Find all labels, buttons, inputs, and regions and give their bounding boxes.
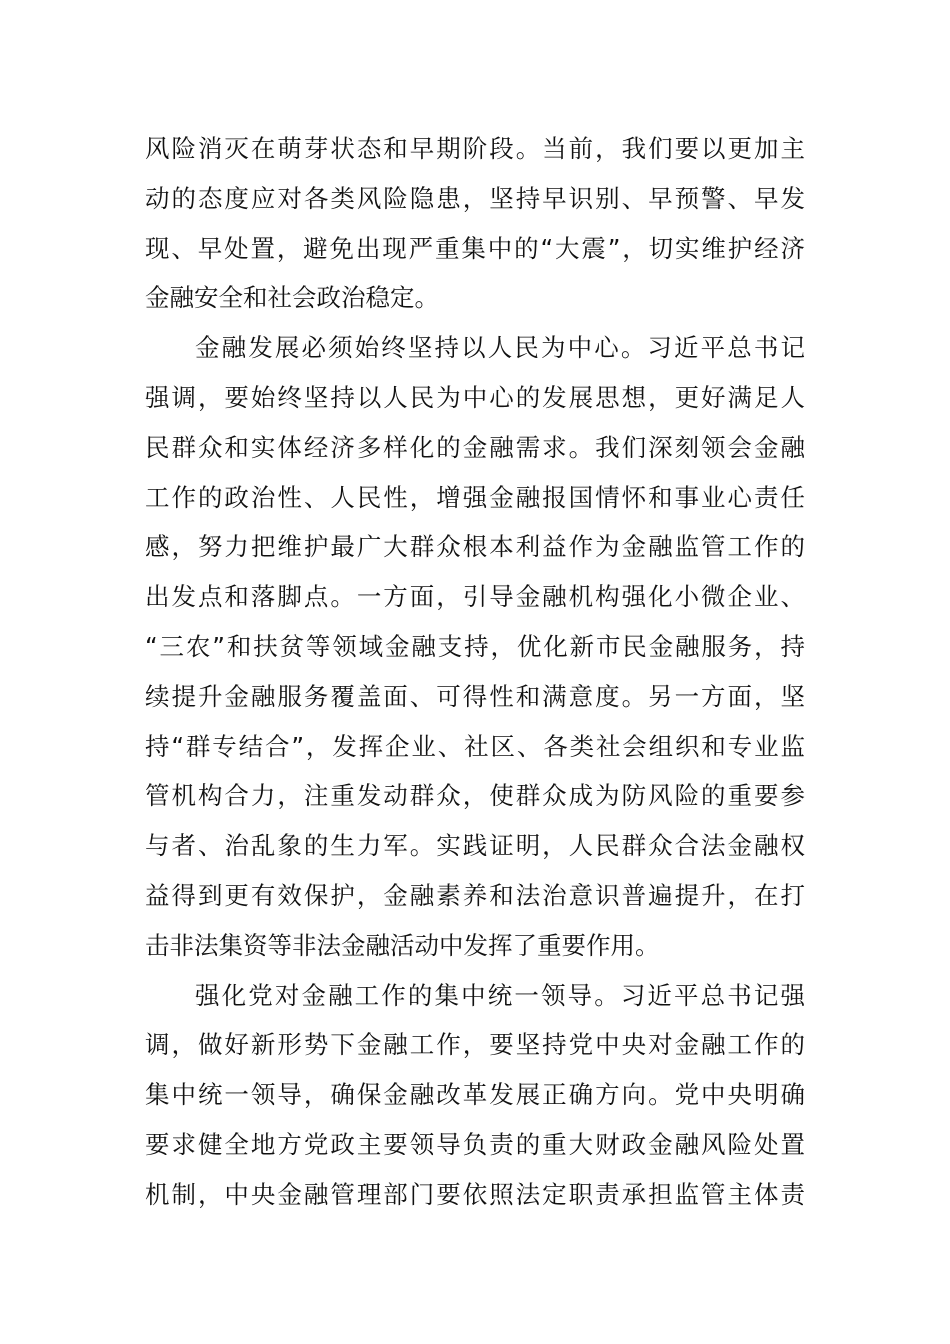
text-line: 集中统一领导，确保金融改革发展正确方向。党中央明确 (145, 1080, 805, 1110)
text-line: 益得到更有效保护，金融素养和法治意识普遍提升，在打 (145, 880, 805, 910)
text-line: 金融安全和社会政治稳定。 (145, 283, 439, 313)
text-line: 续提升金融服务覆盖面、可得性和满意度。另一方面，坚 (145, 681, 805, 711)
text-line: 调，做好新形势下金融工作，要坚持党中央对金融工作的 (145, 1030, 805, 1060)
text-line: 要求健全地方党政主要领导负责的重大财政金融风险处置 (145, 1129, 805, 1159)
paragraph-3 (145, 971, 805, 1220)
text-line: 风险消灭在萌芽状态和早期阶段。当前，我们要以更加主 (145, 134, 805, 163)
text-line: 机制，中央金融管理部门要依照法定职责承担监管主体责 (145, 1179, 805, 1209)
text-line: 感，努力把维护最广大群众根本利益作为金融监管工作的 (145, 532, 805, 562)
text-line: 击非法集资等非法金融活动中发挥了重要作用。 (145, 930, 660, 960)
paragraph-2 (145, 323, 805, 970)
paragraph-1 (145, 124, 805, 323)
text-line: 动的态度应对各类风险隐患，坚持早识别、早预警、早发 (145, 183, 805, 213)
document-body (145, 124, 805, 1220)
text-line: 出发点和落脚点。一方面，引导金融机构强化小微企业、 (145, 582, 805, 612)
text-line: 与者、治乱象的生力军。实践证明，人民群众合法金融权 (145, 831, 805, 861)
text-line: 强调，要始终坚持以人民为中心的发展思想，更好满足人 (145, 382, 805, 412)
text-line: 工作的政治性、人民性，增强金融报国情怀和事业心责任 (145, 482, 805, 512)
text-line: 持“群专结合”，发挥企业、社区、各类社会组织和专业监 (145, 731, 805, 761)
text-line: “三农”和扶贫等领域金融支持，优化新市民金融服务，持 (145, 631, 805, 661)
text-line: 民群众和实体经济多样化的金融需求。我们深刻领会金融 (145, 432, 805, 462)
text-line: 现、早处置，避免出现严重集中的“大震”，切实维护经济 (145, 233, 805, 263)
text-line: 管机构合力，注重发动群众，使群众成为防风险的重要参 (145, 781, 805, 811)
text-line: 金融发展必须始终坚持以人民为中心。习近平总书记 (195, 333, 805, 363)
text-line: 强化党对金融工作的集中统一领导。习近平总书记强 (195, 980, 805, 1010)
